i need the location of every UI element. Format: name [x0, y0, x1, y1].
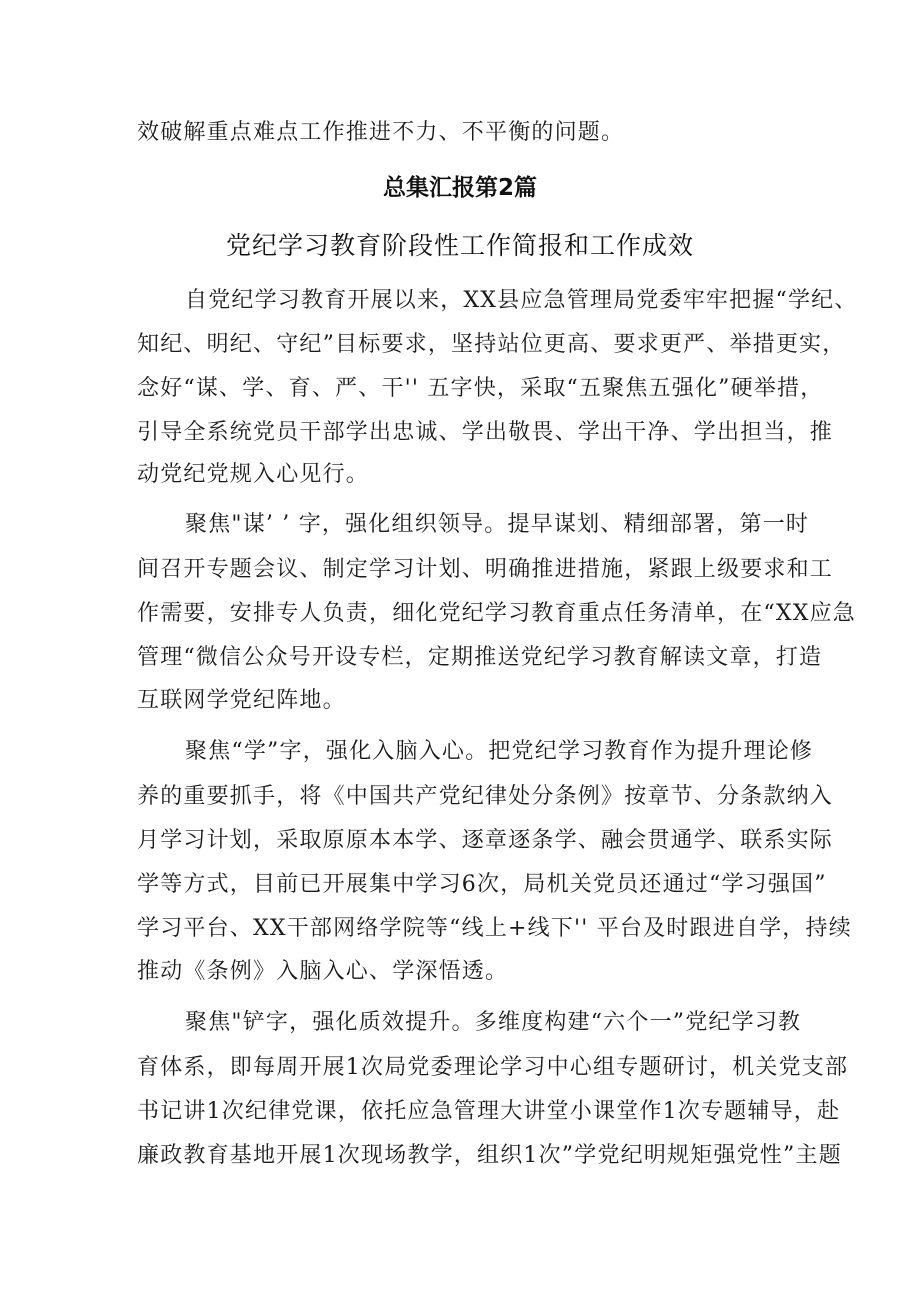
paragraph-line: 学等方式，目前已开展集中学习6次，局机关党员还通过“学习强国” [137, 872, 827, 897]
document-title: 党纪学习教育阶段性工作简报和工作成效 [225, 231, 694, 260]
paragraph-line: 动党纪党规入心见行。 [137, 462, 370, 487]
section-heading: 总集汇报第2篇 [382, 175, 537, 201]
paragraph-line: 知纪、明纪、守纪”目标要求，坚持站位更高、要求更严、举措更实， [137, 332, 846, 357]
paragraph-line: 养的重要抓手，将《中国共产党纪律处分条例》按章节、分条款纳入 [137, 784, 834, 809]
paragraph-line: 自党纪学习教育开展以来，XX县应急管理局党委牢牢把握“学纪、 [185, 288, 858, 313]
paragraph-line: 念好“谋、学、育、严、干'' 五字快，采取“五聚焦五强化”硬举措， [137, 376, 824, 401]
paragraph-line: 廉政教育基地开展1次现场教学，组织1次”学党纪明规矩强党性”主题 [137, 1143, 842, 1168]
paragraph-line: 聚焦"铲字，强化质效提升。多维度构建“六个一”党纪学习教 [185, 1010, 802, 1035]
paragraph-line: 互联网学党纪阵地。 [137, 688, 346, 713]
lead-line: 效破解重点难点工作推进不力、不平衡的问题。 [137, 120, 625, 145]
paragraph-line: 月学习计划，采取原原本本学、逐章逐条学、融会贯通学、联系实际 [137, 828, 834, 853]
paragraph-line: 间召开专题会议、制定学习计划、明确推进措施，紧跟上级要求和工 [137, 557, 834, 582]
paragraph-line: 推动《条例》入脑入心、学深悟透。 [137, 959, 509, 984]
paragraph-line: 作需要，安排专人负责，细化党纪学习教育重点任务清单，在“XX应急 [137, 601, 856, 626]
paragraph-line: 学习平台、XX干部网络学院等“线上+线下'' 平台及时跟进自学，持续 [137, 916, 852, 941]
paragraph-line: 书记讲1次纪律党课，依托应急管理大讲堂小课堂作1次专题辅导，赴 [137, 1099, 841, 1124]
paragraph-line: 育体系，即每周开展1次局党委理论学习中心组专题研讨，机关党支部 [137, 1055, 849, 1080]
paragraph-line: 聚焦“学”字，强化入脑入心。把党纪学习教育作为提升理论修 [185, 739, 814, 764]
paragraph-line: 引导全系统党员干部学出忠诚、学出敬畏、学出干净、学出担当，推 [137, 420, 834, 445]
paragraph-line: 聚焦"谋’ ’ 字，强化组织领导。提早谋划、精细部署，第一时 [185, 512, 810, 537]
paragraph-line: 管理“微信公众号开设专栏，定期推送党纪学习教育解读文章，打造 [137, 645, 823, 670]
